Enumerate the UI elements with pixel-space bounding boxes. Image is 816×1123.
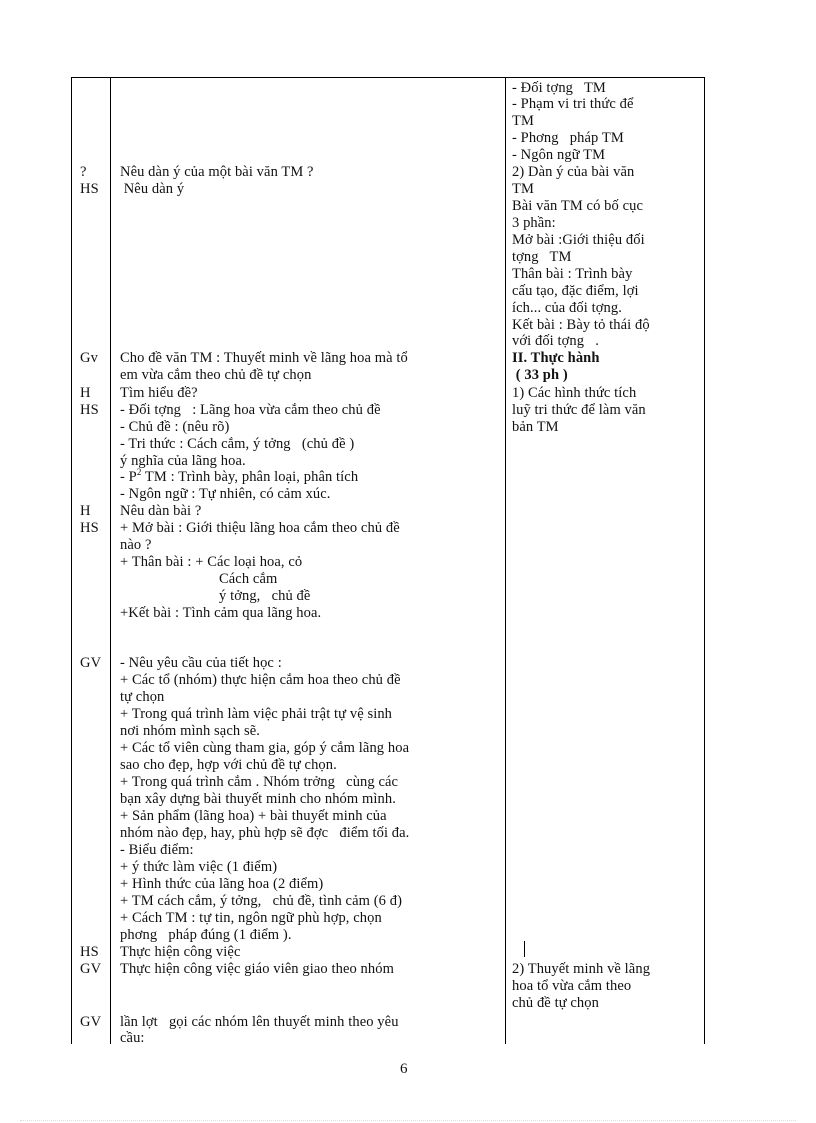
right-line: - Phạm vi tri thức để (512, 96, 634, 112)
right-line: 2) Thuyết minh về lãng (512, 961, 651, 977)
content-line: ý tởng, chủ đề (219, 588, 311, 604)
content-line: phơng pháp đúng (1 điểm ). (120, 927, 292, 943)
content-line: nơi nhóm mình sạch sẽ. (120, 723, 260, 739)
content-line: nào ? (120, 537, 152, 553)
role-gv: GV (80, 1014, 102, 1030)
content-line: + ý thức làm việc (1 điểm) (120, 859, 278, 875)
content-line: - Tri thức : Cách cắm, ý tởng (chủ đề ) (120, 436, 355, 452)
right-line: TM (512, 113, 534, 129)
right-line: TM (512, 181, 534, 197)
role-hs: HS (80, 520, 99, 536)
content-line: Nêu dàn bài ? (120, 503, 202, 519)
right-line: luỹ tri thức để làm văn (512, 402, 646, 418)
section-heading: II. Thực hành (512, 350, 600, 366)
content-line: - Biểu điểm: (120, 842, 194, 858)
content-line (120, 469, 358, 486)
content-line: + Cách TM : tự tin, ngôn ngữ phù hợp, chọn (120, 910, 382, 926)
role-gv: GV (80, 961, 102, 977)
right-line: - Phơng pháp TM (512, 130, 624, 146)
role-gv: GV (80, 655, 102, 671)
content-line: bạn xây dựng bài thuyết minh cho nhóm mình. (120, 791, 396, 807)
role-hs: HS (80, 181, 99, 197)
content-line: lần lợt gọi các nhóm lên thuyết minh theo yêu (120, 1014, 399, 1030)
role-h: H (80, 503, 91, 519)
content-line: sao cho đẹp, hợp với chủ đề tự chọn. (120, 757, 337, 773)
right-line: - Ngôn ngữ TM (512, 147, 606, 163)
content-column-divider (505, 77, 506, 1044)
right-line: bản TM (512, 419, 559, 435)
content-line: tự chọn (120, 689, 165, 705)
content-line: + Hình thức của lãng hoa (2 điểm) (120, 876, 324, 892)
section-duration: ( 33 ph ) (512, 367, 568, 383)
content-line: + Thân bài : + Các loại hoa, cỏ (120, 554, 303, 570)
content-line: + Các tổ viên cùng tham gia, góp ý cắm lãng hoa (120, 740, 410, 756)
right-line: với đối tợng . (512, 333, 600, 349)
right-line: hoa tổ vừa cắm theo (512, 978, 632, 994)
superscript: 2 (136, 467, 142, 478)
content-line: Thực hiện công việc giáo viên giao theo nhóm (120, 961, 394, 977)
page-number: 6 (400, 1061, 408, 1077)
content-text: TM : Trình bày, phân loại, phân tích (141, 469, 359, 485)
content-line: - Nêu yêu cầu của tiết học : (120, 655, 282, 671)
content-line: Tìm hiểu đề? (120, 385, 198, 401)
right-line: chủ đề tự chọn (512, 995, 599, 1011)
role-column-divider (110, 77, 111, 1044)
page-bottom-edge (20, 1120, 796, 1121)
table-right-border (704, 77, 705, 1044)
content-line: - Đối tợng : Lãng hoa vừa cắm theo chủ đề (120, 402, 381, 418)
right-line: Thân bài : Trình bày (512, 266, 633, 282)
role-gv: Gv (80, 350, 98, 366)
table-top-border (71, 77, 705, 78)
text-cursor-mark (524, 941, 525, 957)
right-line: ích... của đối tợng. (512, 300, 622, 316)
content-line: Nêu dàn ý của một bài văn TM ? (120, 164, 314, 180)
content-line: +Kết bài : Tình cảm qua lãng hoa. (120, 605, 322, 621)
right-line: Mở bài :Giới thiệu đối (512, 232, 645, 248)
content-line: Thực hiện công việc (120, 944, 241, 960)
right-line: 2) Dàn ý của bài văn (512, 164, 635, 180)
right-line: Kết bài : Bày tỏ thái độ (512, 317, 650, 333)
right-line: tợng TM (512, 249, 572, 265)
content-line: + TM cách cắm, ý tởng, chủ đề, tình cảm (6 đ) (120, 893, 403, 909)
content-line: Cách cắm (219, 571, 278, 587)
content-line: - Chủ đề : (nêu rõ) (120, 419, 230, 435)
content-line: + Các tổ (nhóm) thực hiện cắm hoa theo chủ đề (120, 672, 401, 688)
content-line: Cho đề văn TM : Thuyết minh về lãng hoa mà tổ (120, 350, 408, 366)
content-line: + Trong quá trình làm việc phải trật tự vệ sinh (120, 706, 393, 722)
content-line: + Sản phẩm (lãng hoa) + bài thuyết minh của (120, 808, 387, 824)
role-question: ? (80, 164, 87, 180)
content-text: - P (120, 469, 137, 485)
content-line: em vừa cắm theo chủ đề tự chọn (120, 367, 312, 383)
content-line: + Trong quá trình cắm . Nhóm trởng cùng các (120, 774, 399, 790)
role-h: H (80, 385, 91, 401)
content-line: nhóm nào đẹp, hay, phù hợp sẽ đợc điểm tối đa. (120, 825, 410, 841)
role-hs: HS (80, 402, 99, 418)
role-hs: HS (80, 944, 99, 960)
right-line: - Đối tợng TM (512, 80, 606, 96)
content-line: ý nghĩa của lãng hoa. (120, 453, 246, 469)
content-line: cầu: (120, 1030, 145, 1046)
table-left-border (71, 77, 72, 1044)
content-line: + Mở bài : Giới thiệu lãng hoa cắm theo chủ đề (120, 520, 400, 536)
right-line: cấu tạo, đặc điểm, lợi (512, 283, 639, 299)
content-line: Nêu dàn ý (120, 181, 185, 197)
right-line: 1) Các hình thức tích (512, 385, 637, 401)
right-line: 3 phần: (512, 215, 556, 231)
right-line: Bài văn TM có bố cục (512, 198, 643, 214)
content-line: - Ngôn ngữ : Tự nhiên, có cảm xúc. (120, 486, 331, 502)
